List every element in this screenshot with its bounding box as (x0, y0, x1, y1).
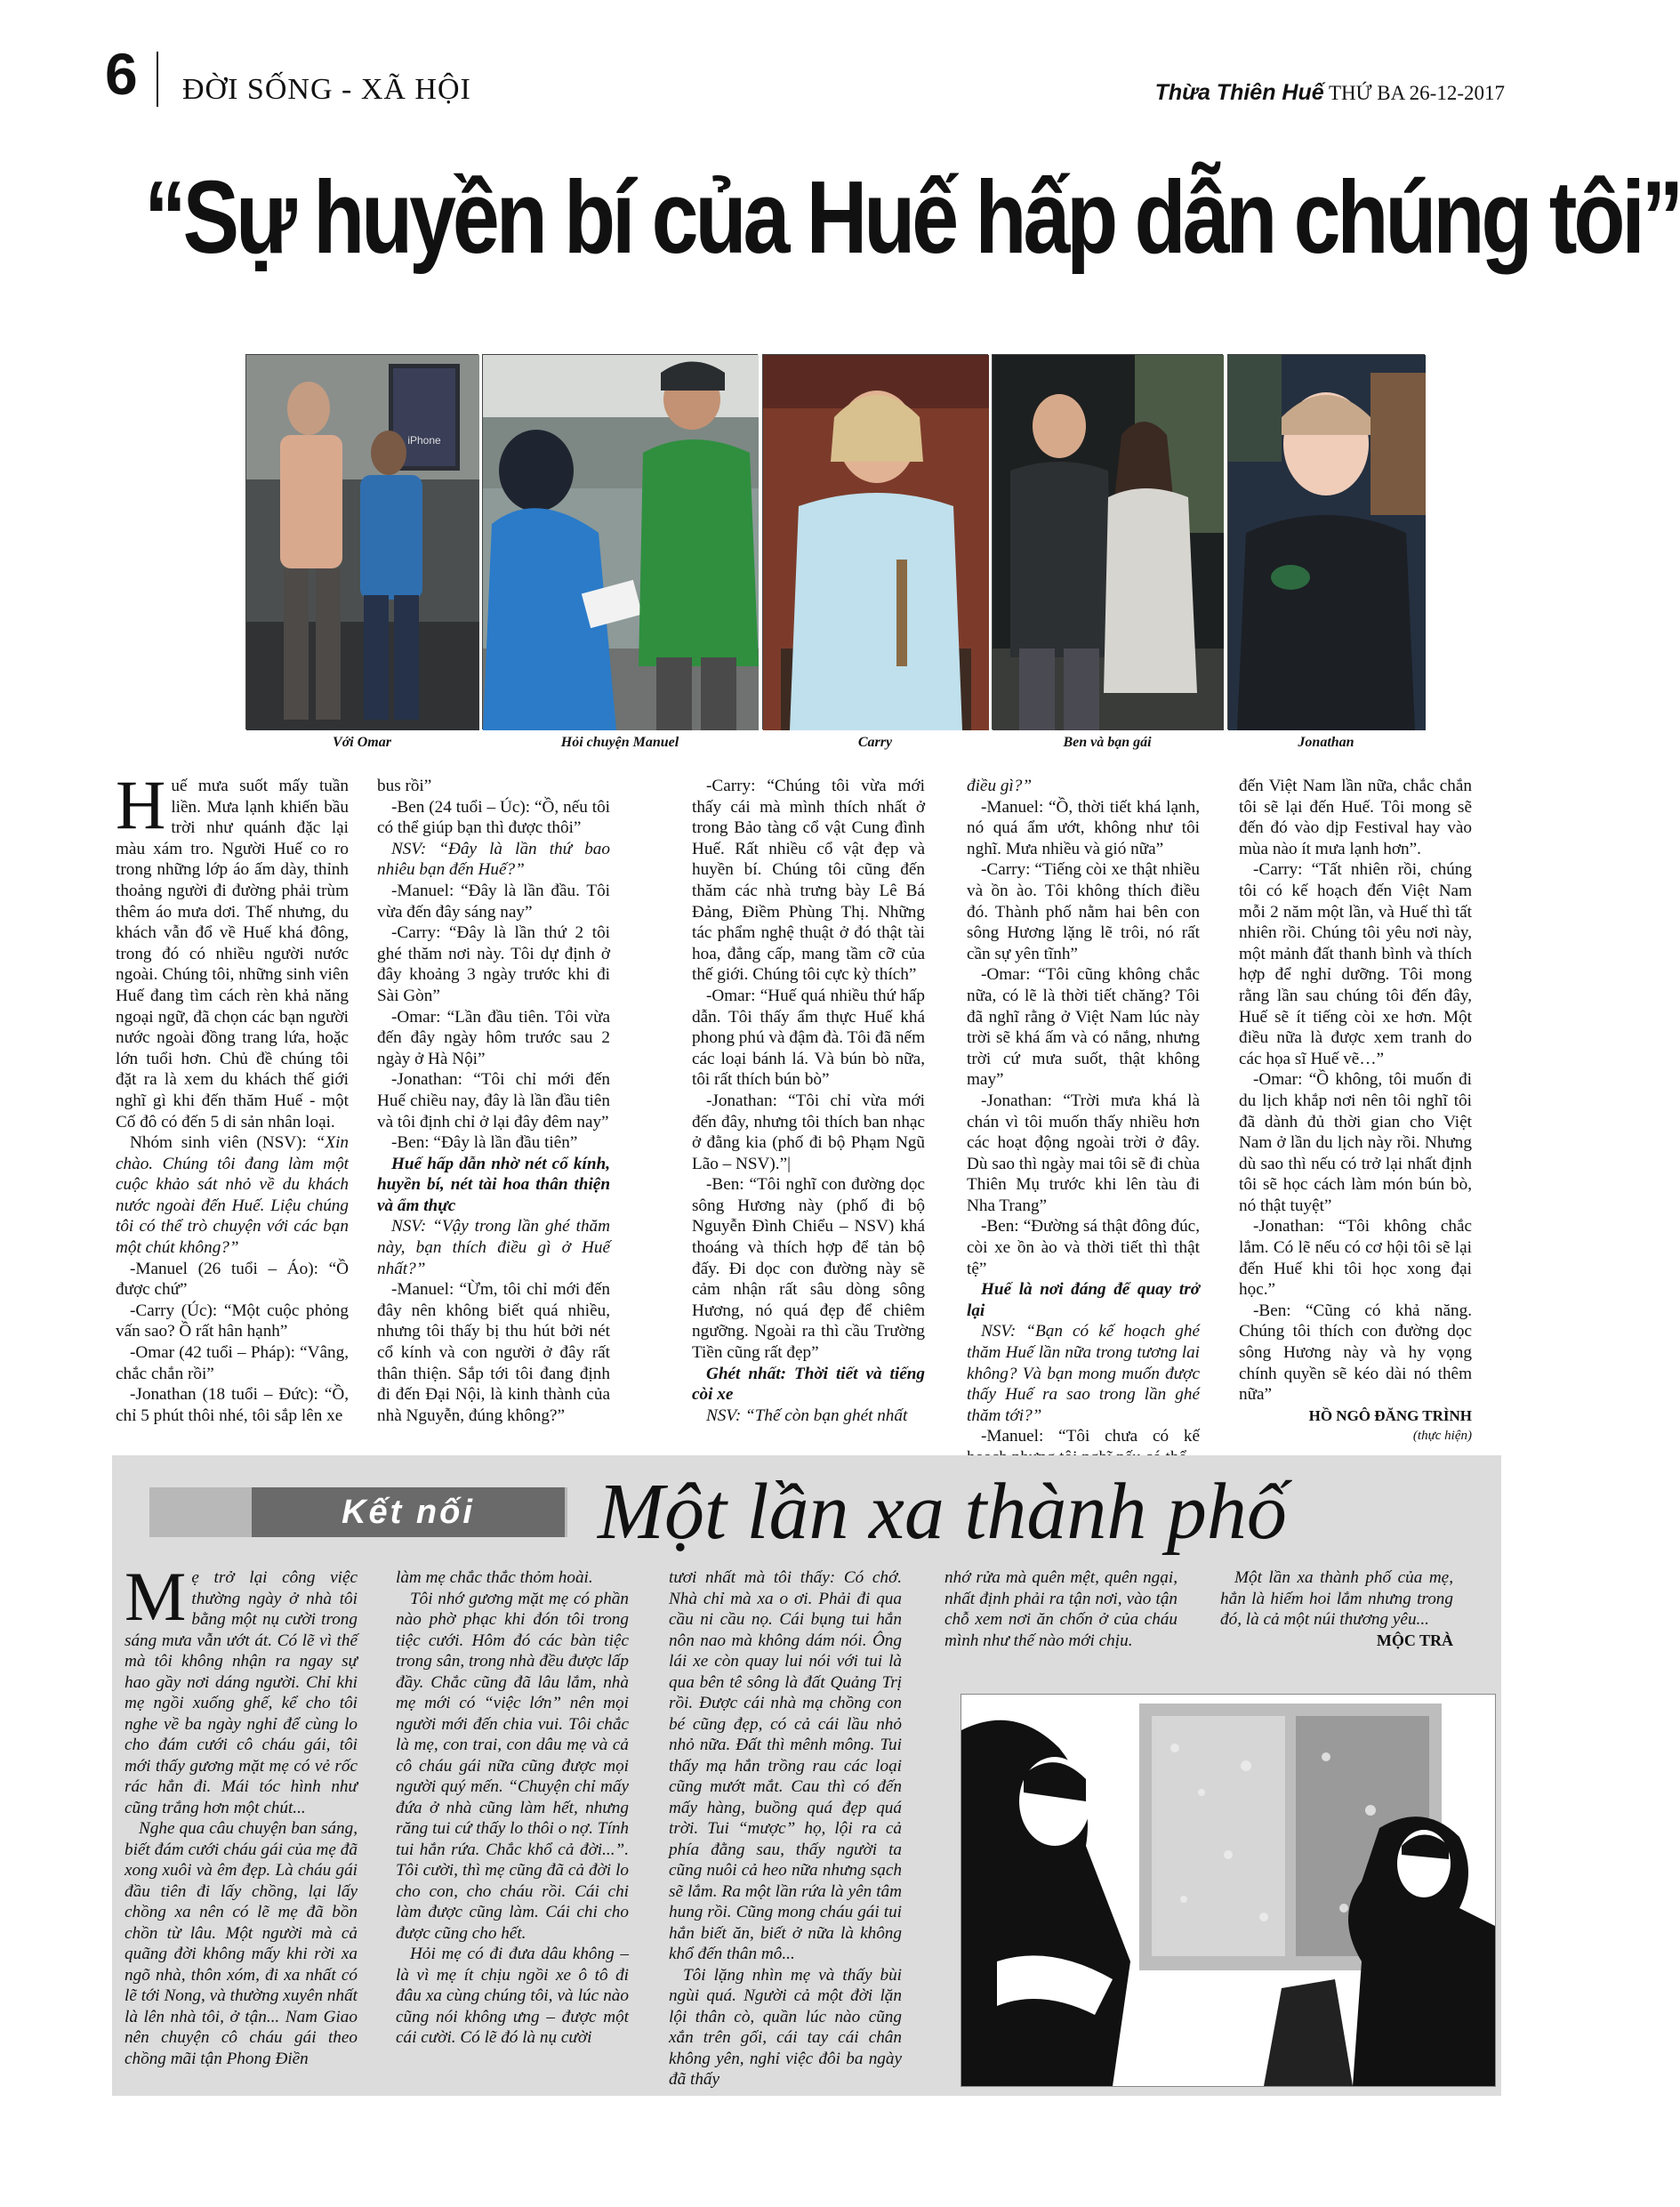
ket-noi-column-4 (944, 1567, 1178, 1683)
paragraph: -Manuel: “Ừm, tôi chỉ mới đến đây nên không biết quá nhiều, nhưng tôi thấy bị thu hút bởi nét cổ kính và con người ở đây rất thân thiện. Sắp tới tôi đang định đi đến Đại Nội, là kinh thành của nhà Nguyễn, đúng không?” (377, 1280, 610, 1425)
section-name: ĐỜI SỐNG - XÃ HỘI (182, 73, 471, 106)
photo-jonathan (1227, 354, 1425, 729)
paragraph: -Ben (24 tuổi – Úc): “Ồ, nếu tôi có thể giúp bạn thì được thôi” (377, 797, 610, 838)
ket-noi-label: Kết nối (252, 1487, 565, 1537)
article-column-3 (692, 776, 925, 1447)
masthead (1155, 80, 1505, 106)
paragraph: Nghe qua câu chuyện ban sáng, biết đám cưới cháu gái của mẹ đã xong xuôi và êm đẹp. Là cháu gái đầu tiên đi lấy chồng, lại lấy chồng xa nên có lẽ mẹ đã bồn chồn từ lâu. Một người mà cả quãng đời không mấy khi rời xa ngõ nhà, thôn xóm, đi xa nhất có lẽ tới Nong, và thường xuyên nhất là lên nhà tôi, ở tận... Nam Giao nên chuyện cô cháu gái theo chồng mãi tận Phong Điền (125, 1819, 358, 2068)
subheading: Ghét nhất: Thời tiết và tiếng còi xe (692, 1364, 925, 1405)
paragraph: nhớ rửa mà quên mệt, quên ngại, nhất định phải ra tận nơi, vào tận chỗ xem nơi ăn chốn ở của cháu mình như thế nào mới chịu. (944, 1568, 1178, 1650)
paragraph: -Ben: “Đây là lần đầu tiên” (391, 1133, 578, 1153)
question: “Xin chào. Chúng tôi đang làm một cuộc khảo sát nhỏ về du khách nước ngoài đến Huế. Liệu chúng tôi có thể trò chuyện với các bạn một chút không?” (116, 1133, 349, 1258)
caption-omar: Với Omar (333, 735, 391, 750)
paragraph (116, 766, 349, 1132)
paragraph: bus rồi” (377, 777, 432, 795)
paragraph: -Jonathan: “Trời mưa khá là chán vì tôi muốn thấy nhiều hơn các hoạt động ngoài trời ở đây. Dù sao thì ngày mai tôi sẽ đi chùa Thiên Mụ trước khi lên tàu đi Nha Trang” (967, 1091, 1200, 1215)
question: điều gì?” (967, 777, 1033, 795)
paragraph: -Omar: “Tôi cũng không chắc nữa, có lẽ là thời tiết chăng? Tôi đã nghĩ rằng ở Việt Nam lúc này trời sẽ khá ấm và có nắng, nhưng trời cứ mưa suốt, thật không may” (967, 965, 1200, 1090)
speaker: Nhóm sinh viên (NSV): (130, 1133, 316, 1153)
drop-cap: H (116, 766, 166, 843)
question: NSV: “Đây là lần thứ bao nhiêu bạn đến Huế?” (377, 839, 610, 880)
caption-carry: Carry (857, 735, 893, 750)
paragraph (125, 1558, 358, 1818)
paragraph: -Ben: “Tôi nghĩ con đường dọc sông Hương này (phố đi bộ Nguyễn Đình Chiểu – NSV) khá thoáng và thích hợp để tản bộ đấy. Đi dọc con đường này sẽ cảm nhận rất sâu dòng sông Hương, nó quá đẹp để chiêm ngưỡng. Ngoài ra thì cầu Trường Tiền cũng rất đẹp” (692, 1175, 925, 1363)
drop-cap: M (125, 1558, 187, 1635)
article-column-5 (1239, 776, 1472, 1447)
paragraph: làm mẹ chắc thắc thỏm hoài. (396, 1568, 593, 1587)
photo-omar (245, 354, 478, 729)
paragraph: -Ben: “Cũng có khả năng. Chúng tôi thích con đường dọc sông Hương này và hy vọng chính quyền sẽ kéo dài nó thêm nữa” (1239, 1301, 1472, 1405)
newspaper-name: Thừa Thiên Huế (1154, 80, 1324, 105)
article-title: “Sự huyền bí của Huế hấp dẫn chúng tôi” (144, 159, 1680, 275)
subheading: Huế là nơi đáng để quay trở lại (967, 1280, 1200, 1320)
paragraph: Một lần xa thành phố của mẹ, hẳn là hiếm hoi lắm nhưng trong đó, là cả một núi thương yêu... (1220, 1568, 1453, 1629)
question: NSV: “Vậy trong lần ghé thăm này, bạn thích điều gì ở Huế nhất?” (377, 1217, 610, 1278)
paragraph: Tôi lặng nhìn mẹ và thấy bùi ngùi quá. Người cả một đời lặn lội thân cò, quần lúc nào cũng xắn trên gối, cái tay cái chân không yên, nghỉ việc đôi ba ngày đã thấy (669, 1965, 902, 2089)
caption-jonathan: Jonathan (1298, 735, 1354, 750)
paragraph: -Omar: “Huế quá nhiều thứ hấp dẫn. Tôi thấy ẩm thực Huế khá phong phú và đậm đà. Tôi đã nếm các loại bánh lá. Và bún bò nữa, tôi rất thích bún bò” (692, 986, 925, 1090)
paragraph: -Jonathan (18 tuổi – Đức): “Ồ, chỉ 5 phút thôi nhé, tôi sắp lên xe (116, 1385, 349, 1425)
paragraph: -Manuel: “Ồ, thời tiết khá lạnh, nó quá ẩm ướt, không như tôi nghĩ. Mưa nhiều và gió nữa” (967, 797, 1200, 858)
paragraph (116, 1132, 349, 1259)
paragraph: -Jonathan: “Tôi không chắc lắm. Có lẽ nếu có cơ hội tôi sẽ lại đến Huế khi tôi học xong đại học.” (1239, 1217, 1472, 1300)
article-column-2 (377, 776, 610, 1447)
photo-ben (992, 354, 1223, 729)
paragraph: Hỏi mẹ có đi đưa dâu không – là vì mẹ ít chịu ngồi xe ô tô đi đâu xa cùng chúng tôi, và lúc nào cũng nói không ưng – được một cái cười. Có lẽ đó là nụ cười (396, 1945, 629, 2047)
subheading: Huế hấp dẫn nhờ nét cổ kính, huyền bí, nét tài hoa thân thiện và ẩm thực (377, 1154, 610, 1215)
paragraph: -Manuel: “Tôi chưa có kế (981, 1427, 1200, 1446)
ket-noi-column-3 (669, 1567, 902, 2089)
paragraph: -Ben: “Đường sá thật đông đúc, còi xe ồn ào và thời tiết thì thật tệ” (967, 1217, 1200, 1278)
header-divider (157, 52, 158, 107)
paragraph: -Carry: “Chúng tôi vừa mới thấy cái mà mình thích nhất ở trong Bảo tàng cổ vật Cung đình Huế. Rất nhiều cổ vật đẹp và huyền bí. Chúng tôi cũng đến thăm các nhà trưng bày Lê Bá Đảng, Điềm Phùng Thị. Những tác phẩm nghệ thuật ở đó thật tài hoa, đẳng cấp, mang tầm cỡ của thế giới. Chúng tôi cực kỳ thích” (692, 777, 925, 985)
paragraph: -Omar (42 tuổi – Pháp): “Vâng, chắc chắn rồi” (116, 1343, 349, 1383)
question: NSV: “Bạn có kế hoạch ghé thăm Huế lần nữa trong tương lai không? Và bạn mong muốn được thấy Huế ra sao trong lần ghé thăm tới?” (967, 1322, 1200, 1425)
caption-manuel: Hỏi chuyện Manuel (560, 735, 679, 750)
ket-noi-column-5 (1220, 1567, 1453, 1692)
paragraph: -Carry: “Đây là lần thứ 2 tôi ghé thăm nơi này. Tôi dự định ở đây khoảng 3 ngày trước khi đi Sài Gòn” (377, 923, 610, 1005)
paragraph: -Jonathan: “Tôi chỉ mới đến Huế chiều nay, đây là lần đầu tiên và tôi định chỉ ở lại đây đêm nay” (377, 1070, 610, 1132)
paragraph: -Omar: “Ồ không, tôi muốn đi du lịch khắp nơi nên tôi nghĩ tôi đã dành đủ thời gian cho Việt Nam ở lần du lịch này rồi. Nhưng dù sao thì nếu có trở lại nhất định tôi sẽ học cách làm món bún bò, nó thật tuyệt” (1239, 1070, 1472, 1215)
author: MỘC TRÀ (1376, 1631, 1453, 1649)
ket-noi-title: Một lần xa thành phố (598, 1468, 1287, 1556)
paragraph: -Carry (Úc): “Một cuộc phỏng vấn sao? Ồ rất hân hạnh” (116, 1301, 349, 1341)
photo-manuel (482, 354, 758, 729)
article-column-1 (116, 766, 349, 1447)
paragraph: tươi nhất mà tôi thấy: Có chớ. Nhà chỉ mà xa o ơi. Phải đi qua cầu ni cầu nọ. Cái bụng tui hắn nôn nao mà không dám nói. Ông lái xe còn quay lui nói với tui là qua bên tê sông là đất Quảng Trị rồi. Được cái nhà mạ chồng con bé cũng đẹp, có cả cái lầu nhỏ nhỏ nữa. Đất thì mênh mông. Tui thấy mạ hắn trồng rau các loại cũng mướt mắt. Cau thì có đến mấy hàng, buồng quá đẹp quá trời. Tui “mược” họ, lội ra cả phía đằng sau, thấy người ta cũng nuôi cả heo nữa nhưng sạch sẽ lắm. Ra một lần rứa là yên tâm hung rồi. Cũng mong cháu gái tui hắn biết ăn, biết ở nữa là không khổ đến thân mô... (669, 1568, 902, 1963)
question: NSV: “Thế còn bạn ghét nhất (706, 1406, 908, 1425)
paragraph: -Omar: “Lần đầu tiên. Tôi vừa đến đây ngày hôm trước sau 2 ngày ở Hà Nội” (377, 1007, 610, 1068)
byline-role: (thực hiện) (1412, 1429, 1472, 1444)
paragraph-text: ẹ trở lại công việc thường ngày ở nhà tôi bằng một nụ cười trong sáng mưa vẫn ướt át. Có lẽ vì thế mà tôi không nhận ra ngay sự hao gầy nơi dáng người. Chỉ khi mẹ ngồi xuống ghế, kể cho tôi nghe về ba ngày nghỉ để cùng lo cho đám cưới cô cháu gái, tôi mới thấy gương mặt mẹ có vẻ rốc rác hẳn đi. Mái tóc hình như cũng trắng hơn một chút... (125, 1568, 358, 1817)
paragraph: -Carry: “Tất nhiên rồi, chúng tôi có kế hoạch đến Việt Nam mỗi 2 năm một lần, và Huế thì tất nhiên rồi. Chúng tôi yêu nơi này, một mảnh đất thanh bình và thích hợp để nghỉ dưỡng. Tôi mong rằng lần sau chúng tôi đến đây, Huế sẽ ít tiếng còi xe hơn. Một điều nữa là được xem tranh do các họa sĩ Huế vẽ…” (1239, 860, 1472, 1068)
issue-date: THỨ BA 26-12-2017 (1328, 82, 1505, 104)
byline: HỒ NGÔ ĐĂNG TRÌNH (1308, 1406, 1472, 1424)
caption-ben: Ben và bạn gái (1063, 735, 1152, 750)
iphone-sign: iPhone (407, 434, 441, 447)
illustration (961, 1694, 1496, 2087)
paragraph: -Manuel (26 tuổi – Áo): “Ồ được chứ” (116, 1259, 349, 1300)
paragraph: -Jonathan: “Tôi chỉ vừa mới đến đây, nhưng tôi thích ban nhạc ở đằng kia (phố đi bộ Phạm Ngũ Lão – NSV).”| (692, 1091, 925, 1173)
illustration-signature: Rong (979, 2063, 1013, 2081)
page-number: 6 (105, 41, 138, 107)
ket-noi-column-1 (125, 1558, 358, 2083)
photo-carry (762, 354, 988, 729)
ket-noi-column-2 (396, 1567, 629, 2083)
paragraph-text: uế mưa suốt mấy tuần liền. Mưa lạnh khiến bầu trời như quánh đặc lại màu xám tro. Người Huế co ro trong những lớp áo ấm dày, thỉnh thoảng người đi đường phải trùm thêm áo mưa dơi. Thế nhưng, du khách vẫn đổ về Huế khá đông, trong đó có nhiều người nước ngoài. Chúng tôi, những sinh viên Huế đang tìm cách rèn khả năng ngoại ngữ, đã chọn các bạn người nước ngoài đồng trang lứa, hoặc lớn tuổi hơn. Chủ đề chúng tôi đặt ra là xem du khách thế giới nghĩ gì khi đến thăm Huế - một Cố đô có đến 5 di sản nhân loại. (116, 777, 349, 1132)
paragraph: đến Việt Nam lần nữa, chắc chắn tôi sẽ lại đến Huế. Tôi mong sẽ đến đó vào dịp Festival hay vào mùa nào ít mưa lạnh hơn”. (1239, 777, 1472, 858)
article-column-4 (967, 776, 1200, 1447)
paragraph: -Manuel: “Đây là lần đầu. Tôi vừa đến đây sáng nay” (377, 881, 610, 922)
paragraph: Tôi nhớ gương mặt mẹ có phần nào phờ phạc khi đón tôi trong tiệc cưới. Hôm đó các bàn tiệc trong sân, trong nhà đều được lấp đầy. Chắc cũng đã lâu lắm, nhà mẹ mới có “việc lớn” nên mọi người mới đến chia vui. Tôi chắc là mẹ, con trai, con dâu mẹ và cả cô cháu gái nữa cũng được mọi người quý mến. “Chuyện chỉ mấy đứa ở nhà cũng làm hết, nhưng răng tui cứ thấy lo thôi o nợ. Tính tui hắn rứa. Chắc khổ cả đời...”. Tôi cười, thì mẹ cũng đã cả đời lo cho con, cho cháu rồi. Cái chi làm được cũng làm. Cái chi cho được cũng cho hết. (396, 1589, 629, 1943)
paragraph: -Carry: “Tiếng còi xe thật nhiều và ồn ào. Tôi không thích điều đó. Thành phố nằm hai bên con sông Hương lặng lẽ trôi, nó rất cần sự yên tĩnh” (967, 860, 1200, 963)
